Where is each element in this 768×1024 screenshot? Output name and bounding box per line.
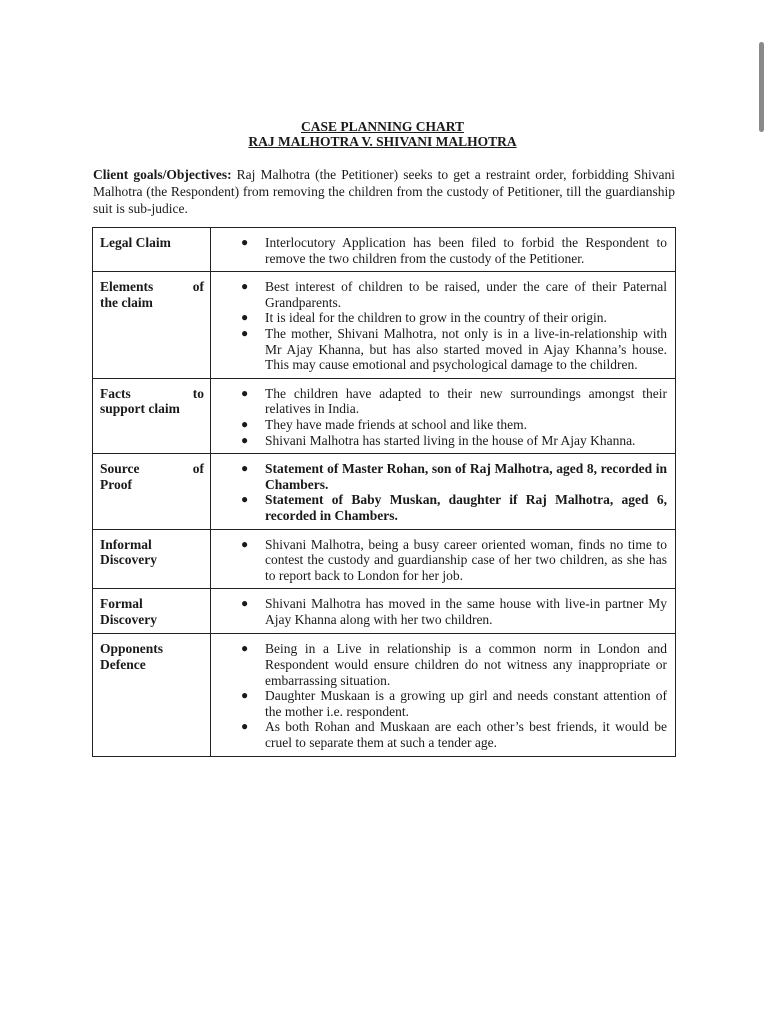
table-row bbox=[93, 454, 676, 529]
case-name: RAJ MALHOTRA V. SHIVANI MALHOTRA bbox=[248, 134, 517, 149]
bullet-icon: ● bbox=[241, 719, 249, 734]
bullet-icon: ● bbox=[241, 235, 249, 249]
row-label-line: Elements of bbox=[100, 279, 204, 295]
row-label-line: Proof bbox=[100, 476, 132, 492]
row-label-line: Discovery bbox=[100, 552, 157, 568]
row-label-line: Source of bbox=[100, 461, 204, 477]
row-label-line: support claim bbox=[100, 401, 180, 417]
document-title bbox=[90, 119, 675, 149]
row-content bbox=[211, 529, 676, 589]
bullet-icon: ● bbox=[241, 461, 249, 476]
bullet-icon: ● bbox=[241, 641, 249, 656]
table-row bbox=[93, 272, 676, 379]
client-goals-label: Client goals/Objectives: bbox=[93, 167, 232, 182]
list-item: ● They have made friends at school and like them. bbox=[241, 416, 528, 432]
list-item: ● The mother, Shivani Malhotra, not only is in a live-in-relationship with Mr Ajay Khanna, but has also started moved in Ajay Khanna’s house. This may cause emotional and psychological damage to the children. bbox=[241, 325, 667, 373]
row-label-line: Opponents bbox=[100, 641, 164, 657]
list-item: ● The children have adapted to their new surroundings amongst their relatives in India. bbox=[241, 385, 667, 417]
row-content bbox=[211, 378, 676, 453]
list-item: ● Interlocutory Application has been filed to forbid the Respondent to remove the two children from the custody of the Petitioner. bbox=[241, 235, 667, 266]
client-goals bbox=[93, 166, 675, 217]
row-label-text: Legal Claim bbox=[100, 235, 171, 250]
row-label-line: the claim bbox=[100, 294, 153, 310]
bullet-icon: ● bbox=[241, 325, 249, 340]
list-item: ● Best interest of children to be raised, under the care of their Paternal Grandparents. bbox=[241, 279, 667, 310]
bullet-icon: ● bbox=[241, 416, 249, 431]
row-label bbox=[93, 529, 211, 589]
list-item: ● Shivani Malhotra, being a busy career oriented woman, finds no time to contest the custody and guardianship case of her two children, as she has to report back to London for her job. bbox=[241, 536, 667, 583]
bullet-icon: ● bbox=[241, 688, 249, 703]
list-item: ● Being in a Live in relationship is a common norm in London and Respondent would ensure children do not witness any inappropriate or embarrassing situation. bbox=[241, 641, 667, 688]
row-content bbox=[211, 589, 676, 634]
case-planning-table bbox=[92, 227, 676, 757]
bullet-icon: ● bbox=[241, 596, 249, 611]
list-item: ● As both Rohan and Muskaan are each other’s best friends, it would be cruel to separate them at such a tender age. bbox=[241, 719, 667, 751]
table-row bbox=[93, 378, 676, 453]
table-row bbox=[93, 228, 676, 272]
row-label bbox=[93, 634, 211, 756]
row-content bbox=[211, 634, 676, 756]
row-label bbox=[93, 589, 211, 634]
bullet-icon: ● bbox=[241, 385, 249, 400]
row-label-line: Discovery bbox=[100, 611, 157, 627]
chart-title: CASE PLANNING CHART bbox=[300, 119, 465, 134]
list-item: ● Shivani Malhotra has moved in the same house with live-in partner My Ajay Khanna along with her two children. bbox=[241, 596, 667, 627]
bullet-icon: ● bbox=[241, 536, 249, 551]
list-item: ● It is ideal for the children to grow in the country of their origin. bbox=[241, 310, 607, 326]
row-label bbox=[93, 378, 211, 453]
row-label-line: Defence bbox=[100, 657, 146, 673]
row-label-line: Facts to bbox=[100, 385, 204, 401]
bullet-icon: ● bbox=[241, 279, 249, 294]
row-content bbox=[211, 228, 676, 272]
row-label-line: Formal bbox=[100, 596, 143, 612]
row-label bbox=[93, 228, 211, 272]
table-row bbox=[93, 529, 676, 589]
row-content bbox=[211, 454, 676, 529]
row-label bbox=[93, 272, 211, 379]
row-content bbox=[211, 272, 676, 379]
row-label bbox=[93, 454, 211, 529]
list-item: ● Statement of Baby Muskan, daughter if Raj Malhotra, aged 6, recorded in Chambers. bbox=[241, 492, 667, 523]
bullet-icon: ● bbox=[241, 432, 249, 447]
row-label-line: Informal bbox=[100, 536, 152, 552]
bullet-icon: ● bbox=[241, 310, 249, 325]
table-row bbox=[93, 634, 676, 756]
list-item: ● Shivani Malhotra has started living in the house of Mr Ajay Khanna. bbox=[241, 432, 636, 448]
bullet-icon: ● bbox=[241, 492, 249, 507]
client-goals-text: Raj Malhotra (the Petitioner) seeks to get a restraint order, forbidding Shivani Malhotra (the Respondent) from removing the children from the custody of Petitioner, till the guardianship suit is sub-judice. bbox=[93, 167, 675, 216]
table-row bbox=[93, 589, 676, 634]
list-item: ● Daughter Muskaan is a growing up girl and needs constant attention of the mother i.e. respondent. bbox=[241, 688, 667, 719]
list-item: ● Statement of Master Rohan, son of Raj Malhotra, aged 8, recorded in Chambers. bbox=[241, 461, 667, 492]
scrollbar[interactable] bbox=[759, 42, 764, 132]
